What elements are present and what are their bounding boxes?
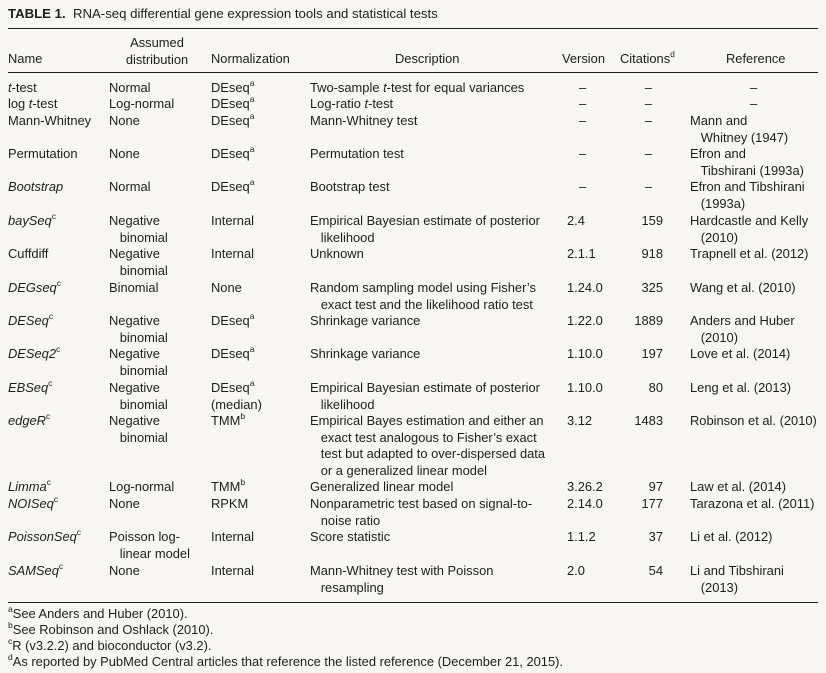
name-sup: c: [46, 410, 51, 421]
header-normalization: Normalization: [211, 51, 290, 66]
desc-text: Nonparametric test based on signal-to- noise ratio: [310, 496, 533, 528]
norm-sup: b: [240, 410, 246, 421]
name-plain-part: -test: [32, 96, 58, 111]
footnote: [8, 619, 563, 638]
name-sup: c: [56, 343, 61, 354]
name-sup: c: [56, 277, 61, 288]
name-text: DESeq: [8, 313, 49, 328]
desc-part-italic: t: [383, 80, 387, 95]
table-caption: [8, 5, 438, 23]
cell-name: [8, 179, 63, 196]
header-description: Description: [395, 51, 460, 66]
cell-description: [310, 146, 404, 163]
top-rule: [8, 28, 818, 29]
desc-text: Empirical Bayes estimation and either an exact test analogous to Fisher’s exact test but adapted to over-dispersed data or a generalized linear model: [310, 413, 546, 478]
norm-sup: a: [249, 77, 255, 88]
cell-version: 1.10.0: [567, 346, 603, 361]
header-name: Name: [8, 51, 43, 66]
norm-text: DEseq: [211, 346, 250, 361]
norm-text: Internal: [211, 246, 254, 261]
norm-text: Internal: [211, 563, 254, 578]
cell-version: –: [579, 80, 587, 95]
cell-normalization: [211, 77, 255, 97]
cell-distribution: Log-normal: [109, 96, 175, 111]
desc-text: Shrinkage variance: [310, 313, 421, 328]
footnote-text: As reported by PubMed Central articles that reference the listed reference (December 21, 2015).: [12, 654, 564, 669]
cell-distribution: None: [109, 146, 140, 161]
cell-distribution: None: [109, 496, 140, 511]
header-version: Version: [562, 51, 605, 66]
table-row: [0, 493, 826, 528]
cell-version: 1.22.0: [567, 313, 603, 328]
cell-version: 2.4: [567, 213, 585, 228]
desc-text: Score statistic: [310, 529, 391, 544]
cell-citations: –: [644, 96, 652, 111]
norm-extra: (median): [211, 396, 262, 412]
norm-text: Internal: [211, 529, 254, 544]
cell-name: [8, 113, 91, 130]
desc-text: Mann-Whitney test with Poisson resampling: [310, 563, 494, 595]
cell-citations: 97: [648, 479, 663, 494]
cell-citations: –: [644, 179, 652, 194]
cell-name: [8, 146, 78, 163]
cell-name: [8, 377, 53, 397]
cell-distribution: Negative binomial: [109, 213, 168, 245]
name-text: Limma: [8, 479, 47, 494]
header-citations-label: Citations: [620, 51, 671, 66]
desc-text: Random sampling model using Fisher’s exact test and the likelihood ratio test: [310, 280, 536, 312]
cell-citations: 325: [641, 280, 663, 295]
table-title: RNA-seq differential gene expression tools and statistical tests: [72, 6, 438, 21]
cell-version: 2.0: [567, 563, 585, 578]
table-row: [0, 77, 826, 96]
cell-citations: 1483: [634, 413, 663, 428]
footnote-text: See Anders and Huber (2010).: [12, 606, 188, 621]
cell-normalization: [211, 343, 255, 363]
cell-reference: Robinson et al. (2010): [690, 413, 817, 428]
norm-text: RPKM: [211, 496, 249, 511]
cell-citations: 918: [641, 246, 663, 261]
name-sup: c: [53, 493, 59, 504]
cell-reference: Law et al. (2014): [690, 479, 787, 494]
cell-name: [8, 246, 48, 263]
cell-description: [310, 529, 390, 546]
cell-citations: –: [644, 113, 652, 128]
norm-sup: a: [249, 176, 255, 187]
cell-distribution: None: [109, 563, 140, 578]
norm-sup: a: [249, 143, 255, 154]
name-text: DEGseq: [8, 280, 57, 295]
table-row: [0, 526, 826, 561]
norm-text: DEseq: [211, 113, 250, 128]
cell-reference: Anders and Huber (2010): [690, 313, 795, 345]
norm-text: DEseq: [211, 96, 250, 111]
cell-version: 3.26.2: [567, 479, 603, 494]
cell-version: –: [579, 96, 587, 111]
cell-version: 2.1.1: [567, 246, 596, 261]
header-distribution: Assumed distribution: [125, 35, 189, 67]
footnote: [8, 635, 563, 654]
cell-name: [8, 410, 51, 430]
cell-distribution: Negative binomial: [109, 380, 168, 412]
norm-text: TMM: [211, 413, 241, 428]
cell-version: 1.10.0: [567, 380, 603, 395]
cell-version: 2.14.0: [567, 496, 603, 511]
desc-part-italic: t: [364, 96, 369, 111]
cell-citations: 1889: [634, 313, 663, 328]
cell-version: 1.24.0: [567, 280, 603, 295]
name-text: Mann-Whitney: [8, 113, 92, 128]
table-row: [0, 176, 826, 211]
header-citations: [620, 48, 675, 68]
cell-distribution: Log-normal: [109, 479, 175, 494]
name-plain-part: -test: [11, 80, 37, 95]
cell-reference: Trapnell et al. (2012): [690, 246, 809, 261]
name-italic-part: t: [8, 80, 12, 95]
header-reference: Reference: [726, 51, 786, 66]
header-rule: [8, 72, 818, 73]
cell-name: [8, 277, 61, 297]
cell-description: [310, 213, 540, 246]
footnote: [8, 651, 564, 670]
norm-text: DEseq: [211, 179, 250, 194]
name-plain-part: log: [8, 96, 29, 111]
cell-reference: Li and Tibshirani (2013): [690, 563, 784, 595]
cell-normalization: [211, 496, 248, 513]
cell-citations: 177: [641, 496, 663, 511]
cell-version: 3.12: [567, 413, 593, 428]
name-sup: c: [51, 210, 56, 221]
cell-reference: Hardcastle and Kelly (2010): [690, 213, 809, 245]
desc-part: -test for equal variances: [386, 80, 525, 95]
table-row: [0, 560, 826, 595]
cell-citations: –: [644, 146, 652, 161]
name-text: PoissonSeq: [8, 529, 77, 544]
name-text: Bootstrap: [8, 179, 64, 194]
cell-description: [310, 563, 493, 596]
table-row: [0, 110, 826, 145]
cell-version: –: [579, 179, 587, 194]
cell-normalization: [211, 563, 254, 580]
table-row: [0, 93, 826, 112]
name-text: NOISeq: [8, 496, 54, 511]
name-sup: c: [48, 310, 54, 321]
table-row: [0, 143, 826, 178]
cell-description: [310, 496, 532, 529]
norm-sup: a: [249, 93, 255, 104]
cell-reference: –: [750, 80, 758, 95]
cell-reference: Wang et al. (2010): [690, 280, 796, 295]
cell-description: [310, 380, 540, 413]
table-row: [0, 343, 826, 378]
name-text: DESeq2: [8, 346, 57, 361]
cell-name: [8, 80, 37, 97]
cell-distribution: Poisson log- linear model: [109, 529, 190, 561]
cell-version: –: [579, 113, 587, 128]
table-row: [0, 310, 826, 345]
cell-normalization: [211, 143, 255, 163]
cell-normalization: [211, 377, 262, 413]
footnote-text: R (v3.2.2) and bioconductor (v3.2).: [12, 638, 212, 653]
cell-reference: Li et al. (2012): [690, 529, 773, 544]
cell-normalization: [211, 310, 255, 330]
cell-distribution: Negative binomial: [109, 313, 168, 345]
cell-citations: 159: [641, 213, 663, 228]
norm-sup: a: [249, 377, 255, 388]
footnote-text: See Robinson and Oshlack (2010).: [12, 622, 214, 637]
norm-text: Internal: [211, 213, 254, 228]
cell-normalization: [211, 246, 254, 263]
name-italic-part: t: [28, 96, 33, 111]
cell-description: [310, 179, 390, 196]
desc-text: Bootstrap test: [310, 179, 390, 194]
name-text: Cuffdiff: [8, 246, 49, 261]
cell-reference: Love et al. (2014): [690, 346, 791, 361]
footnotes: [8, 603, 564, 670]
cell-description: [310, 80, 524, 97]
cell-distribution: None: [109, 113, 140, 128]
cell-normalization: [211, 529, 254, 546]
norm-sup: a: [249, 110, 255, 121]
cell-citations: –: [644, 80, 652, 95]
norm-text: DEseq: [211, 380, 250, 395]
cell-name: [8, 343, 61, 363]
cell-name: [8, 310, 54, 330]
desc-part: -test: [368, 96, 394, 111]
cell-description: [310, 313, 420, 330]
cell-distribution: Normal: [109, 80, 151, 95]
cell-distribution: Negative binomial: [109, 413, 168, 445]
norm-sup: a: [249, 343, 255, 354]
cell-name: [8, 493, 59, 513]
norm-sup: a: [249, 310, 255, 321]
cell-distribution: Binomial: [109, 280, 159, 295]
table-row: [0, 410, 826, 478]
cell-description: [310, 280, 536, 313]
cell-name: [8, 560, 64, 580]
cell-distribution: Negative binomial: [109, 246, 168, 278]
footnote: [8, 603, 563, 622]
bottom-rule: [8, 602, 818, 603]
cell-reference: Efron and Tibshirani (1993a): [690, 179, 805, 211]
cell-version: 1.1.2: [567, 529, 596, 544]
norm-sup: b: [240, 476, 246, 487]
cell-reference: –: [750, 96, 758, 111]
cell-normalization: [211, 410, 246, 430]
desc-text: Unknown: [310, 246, 364, 261]
cell-description: [310, 246, 364, 263]
cell-distribution: Normal: [109, 179, 151, 194]
cell-normalization: [211, 110, 255, 130]
name-text: edgeR: [8, 413, 46, 428]
cell-normalization: [211, 476, 246, 496]
cell-version: –: [579, 146, 587, 161]
table-row: [0, 476, 826, 495]
cell-name: [8, 210, 56, 230]
table-row: [0, 377, 826, 412]
cell-citations: 54: [648, 563, 663, 578]
cell-description: [310, 346, 420, 363]
footnote-marker: a: [8, 603, 13, 614]
cell-normalization: [211, 93, 255, 113]
cell-distribution: Negative binomial: [109, 346, 168, 378]
cell-normalization: [211, 280, 242, 297]
norm-text: TMM: [211, 479, 241, 494]
cell-citations: 80: [648, 380, 663, 395]
name-text: EBSeq: [8, 380, 49, 395]
cell-normalization: [211, 176, 255, 196]
name-text: SAMSeq: [8, 563, 59, 578]
footnote-marker: c: [8, 635, 13, 646]
cell-citations: 37: [648, 529, 663, 544]
footnote-marker: d: [8, 651, 13, 662]
cell-reference: Leng et al. (2013): [690, 380, 792, 395]
cell-citations: 197: [641, 346, 663, 361]
cell-reference: Mann and Whitney (1947): [690, 113, 789, 145]
desc-part: Log-ratio: [310, 96, 365, 111]
desc-part: Two-sample: [310, 80, 384, 95]
desc-text: Generalized linear model: [310, 479, 454, 494]
norm-text: DEseq: [211, 146, 250, 161]
cell-description: [310, 113, 417, 130]
cell-normalization: [211, 213, 254, 230]
cell-description: [310, 479, 453, 496]
cell-name: [8, 96, 57, 113]
norm-text: None: [211, 280, 242, 295]
table-row: [0, 210, 826, 245]
name-sup: c: [58, 560, 64, 571]
name-sup: c: [48, 377, 53, 388]
desc-text: Empirical Bayesian estimate of posterior likelihood: [310, 380, 540, 412]
cell-reference: Tarazona et al. (2011): [690, 496, 815, 511]
norm-text: DEseq: [211, 80, 250, 95]
name-sup: c: [76, 526, 82, 537]
cell-name: [8, 476, 51, 496]
cell-description: [310, 413, 545, 479]
table-row: [0, 246, 826, 278]
header-citations-sup: d: [670, 48, 675, 59]
desc-text: Shrinkage variance: [310, 346, 421, 361]
desc-text: Permutation test: [310, 146, 404, 161]
desc-text: Mann-Whitney test: [310, 113, 418, 128]
cell-name: [8, 526, 82, 546]
name-text: baySeq: [8, 213, 52, 228]
norm-text: DEseq: [211, 313, 250, 328]
table-label: TABLE 1.: [8, 6, 66, 21]
desc-text: Empirical Bayesian estimate of posterior likelihood: [310, 213, 540, 245]
table-row: [0, 277, 826, 312]
name-text: Permutation: [8, 146, 78, 161]
cell-description: [310, 96, 393, 113]
cell-reference: Efron and Tibshirani (1993a): [690, 146, 804, 178]
name-sup: c: [46, 476, 51, 487]
footnote-marker: b: [8, 619, 13, 630]
